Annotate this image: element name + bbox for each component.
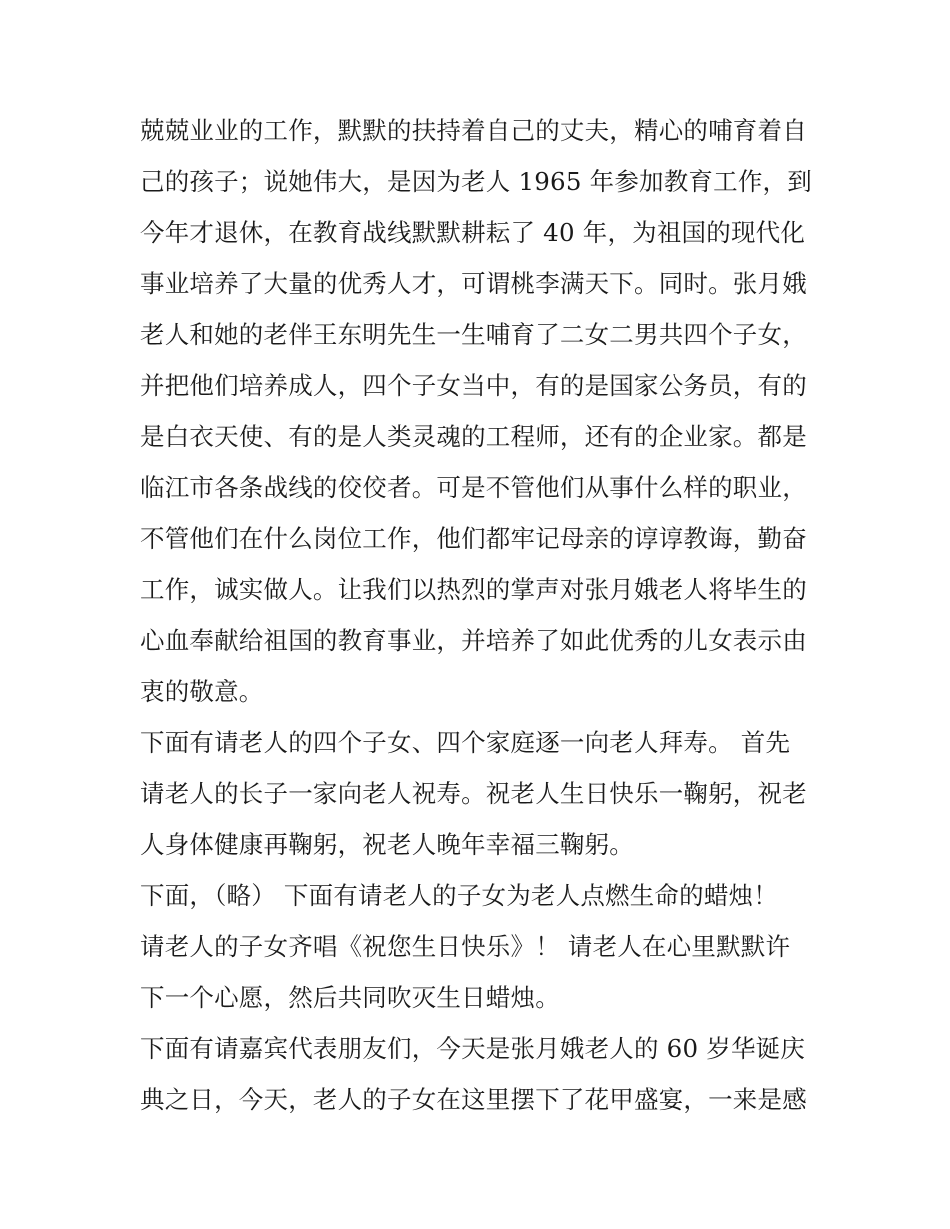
text-line: 己的孩子；说她伟大，是因为老人 1965 年参加教育工作，到: [140, 167, 812, 196]
text-line: 并把他们培养成人，四个子女当中，有的是国家公务员，有的: [140, 371, 807, 400]
text-line: 下一个心愿，然后共同吹灭生日蜡烛。: [140, 983, 560, 1012]
text-line: 典之日，今天，老人的子女在这里摆下了花甲盛宴，一来是感: [140, 1085, 807, 1114]
text-line: 今年才退休，在教育战线默默耕耘了 40 年，为祖国的现代化: [140, 218, 806, 247]
text-line: 请老人的子女齐唱《祝您生日快乐》！ 请老人在心里默默许: [140, 932, 791, 961]
text-line: 事业培养了大量的优秀人才，可谓桃李满天下。同时。张月娥: [140, 269, 807, 298]
text-line: 心血奉献给祖国的教育事业，并培养了如此优秀的儿女表示由: [140, 626, 807, 655]
text-line: 请老人的长子一家向老人祝寿。祝老人生日快乐一鞠躬，祝老: [140, 779, 807, 808]
document-body: [140, 105, 820, 1125]
text-line: 人身体健康再鞠躬，祝老人晚年幸福三鞠躬。: [140, 830, 634, 859]
text-line: 工作，诚实做人。让我们以热烈的掌声对张月娥老人将毕生的: [140, 575, 807, 604]
text-line: 下面，（略） 下面有请老人的子女为老人点燃生命的蜡烛！: [140, 881, 778, 910]
text-line: 兢兢业业的工作，默默的扶持着自己的丈夫，精心的哺育着自: [140, 116, 807, 145]
text-line: 衷的敬意。: [140, 677, 264, 706]
text-line: 不管他们在什么岗位工作，他们都牢记母亲的谆谆教诲，勤奋: [140, 524, 807, 553]
text-line: 临江市各条战线的佼佼者。可是不管他们从事什么样的职业，: [140, 473, 807, 502]
text-line: 是白衣天使、有的是人类灵魂的工程师，还有的企业家。都是: [140, 422, 807, 451]
text-line: 下面有请嘉宾代表朋友们，今天是张月娥老人的 60 岁华诞庆: [140, 1034, 806, 1063]
text-line: 下面有请老人的四个子女、四个家庭逐一向老人拜寿。 首先: [140, 728, 791, 757]
text-line: 老人和她的老伴王东明先生一生哺育了二女二男共四个子女，: [140, 320, 807, 349]
